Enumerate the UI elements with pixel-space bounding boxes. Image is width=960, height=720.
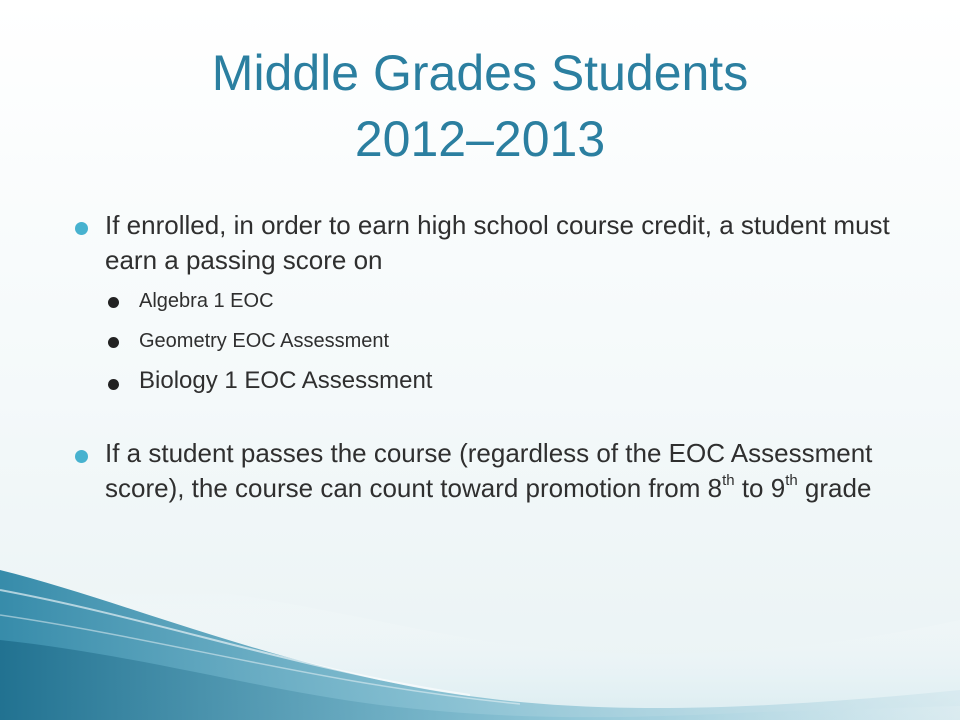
bullet-2-text-part2: to 9 [734, 473, 786, 503]
title-line-1: Middle Grades Students [211, 45, 749, 101]
bullet-list [75, 208, 895, 506]
bullet-item-2 [75, 436, 895, 506]
superscript-th: th [785, 472, 798, 490]
bullet-dot-icon [75, 222, 88, 235]
sub-bullet-dot-icon [108, 379, 119, 390]
sub-bullet-item [75, 288, 895, 314]
bullet-item-1 [75, 208, 895, 278]
title-line-2: 2012–2013 [354, 111, 606, 167]
bullet-2-text-part1: If a student passes the course (regardless of the EOC Assessment score), the course can count toward promotion from 8 [105, 438, 873, 503]
sub-bullet-item [75, 328, 895, 354]
bullet-2-text-part3: grade [797, 473, 872, 503]
bullet-1-text: If enrolled, in order to earn high school course credit, a student must earn a passing score on [105, 210, 890, 275]
sub-bullet-text: Geometry EOC Assessment [139, 330, 390, 352]
sub-bullet-list [75, 288, 895, 394]
sub-bullet-item [75, 368, 895, 394]
slide-title [0, 40, 960, 172]
superscript-th: th [722, 472, 735, 490]
sub-bullet-text: Algebra 1 EOC [139, 290, 274, 312]
sub-bullet-text: Biology 1 EOC Assessment [139, 367, 433, 394]
bullet-dot-icon [75, 450, 88, 463]
sub-bullet-dot-icon [108, 337, 119, 348]
sub-bullet-dot-icon [108, 297, 119, 308]
